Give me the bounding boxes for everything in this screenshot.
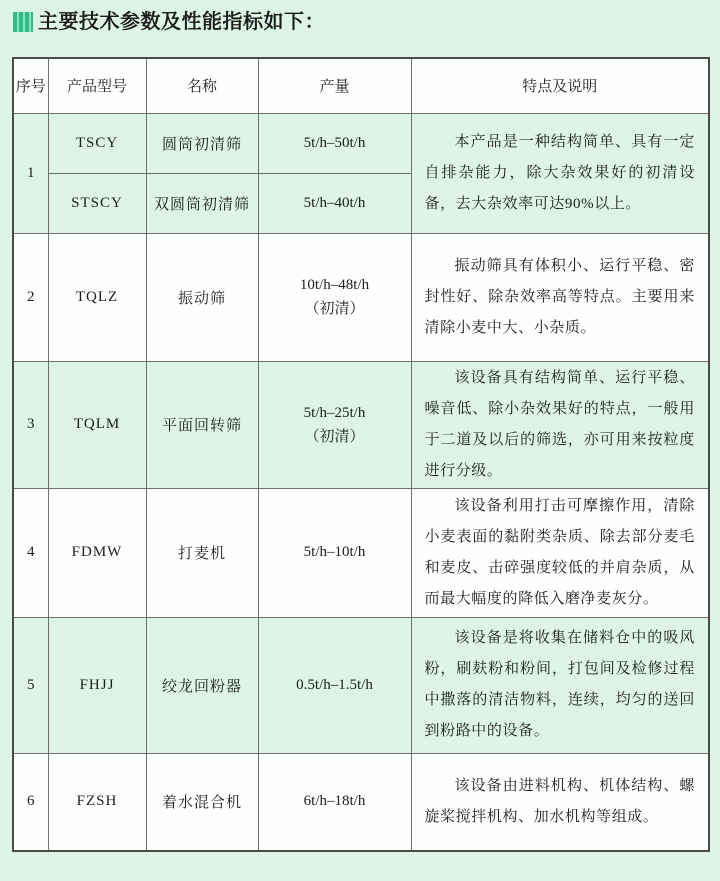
model-cell: FDMW <box>48 488 146 617</box>
output-note: （初清） <box>304 428 365 445</box>
description-text: 振动筛具有体积小、运行平稳、密封性好、除杂效率高等特点。主要用来清除小麦中大、小杂质。 <box>424 257 695 336</box>
description-cell <box>411 488 709 617</box>
description-cell <box>411 753 709 851</box>
header-description: 特点及说明 <box>411 58 709 113</box>
serial-cell: 3 <box>13 361 48 488</box>
model-cell: STSCY <box>48 173 146 233</box>
output-cell: 5t/h–40t/h <box>258 173 411 233</box>
output-cell: 5t/h–10t/h <box>258 488 411 617</box>
output-cell: 6t/h–18t/h <box>258 753 411 851</box>
serial-cell: 4 <box>13 488 48 617</box>
serial-cell: 5 <box>13 617 48 753</box>
name-cell: 着水混合机 <box>146 753 258 851</box>
model-cell: TQLZ <box>48 233 146 361</box>
output-note: （初清） <box>304 301 365 317</box>
table-row <box>13 753 709 851</box>
output-value: 5t/h–25t/h <box>303 404 366 421</box>
description-text: 该设备由进料机构、机体结构、螺旋桨搅拌机构、加水机构等组成。 <box>424 777 695 825</box>
table-header-row <box>13 58 709 113</box>
model-cell: FHJJ <box>48 617 146 753</box>
model-cell: TSCY <box>48 113 146 173</box>
description-text: 本产品是一种结构简单、具有一定自排杂能力，除大杂效果好的初清设备，去大杂效率可达90%以上。 <box>424 133 695 212</box>
serial-cell: 6 <box>13 753 48 851</box>
output-value: 10t/h–48t/h <box>299 277 370 293</box>
description-text: 该设备利用打击可摩擦作用，清除小麦表面的黏附类杂质、除去部分麦毛和麦皮、击碎强度较低的并肩杂质，从而最大幅度的降低入磨净麦灰分。 <box>424 497 695 607</box>
header-model: 产品型号 <box>48 58 146 113</box>
output-cell: 0.5t/h–1.5t/h <box>258 617 411 753</box>
table-row <box>13 233 709 361</box>
name-cell: 打麦机 <box>146 488 258 617</box>
header-output: 产量 <box>258 58 411 113</box>
name-cell: 圆筒初清筛 <box>146 113 258 173</box>
description-cell <box>411 617 709 753</box>
description-text: 该设备具有结构简单、运行平稳、噪音低、除小杂效果好的特点，一般用于二道及以后的筛选，亦可用来按粒度进行分级。 <box>424 369 695 479</box>
name-cell: 双圆筒初清筛 <box>146 173 258 233</box>
description-cell <box>411 113 709 233</box>
name-cell: 振动筛 <box>146 233 258 361</box>
table-row <box>13 617 709 753</box>
name-cell: 平面回转筛 <box>146 361 258 488</box>
header-serial: 序号 <box>13 58 48 113</box>
table-row <box>13 361 709 488</box>
page-title-row <box>0 0 720 34</box>
triple-bars-icon <box>13 12 33 32</box>
page-title: 主要技术参数及性能指标如下： <box>38 10 325 33</box>
header-name: 名称 <box>146 58 258 113</box>
name-cell: 绞龙回粉器 <box>146 617 258 753</box>
description-cell <box>411 233 709 361</box>
model-cell: FZSH <box>48 753 146 851</box>
table-row <box>13 113 709 173</box>
serial-cell: 1 <box>13 113 48 233</box>
table-row <box>13 488 709 617</box>
output-cell: 5t/h–50t/h <box>258 113 411 173</box>
output-cell <box>258 361 411 488</box>
serial-cell: 2 <box>13 233 48 361</box>
output-cell <box>258 233 411 361</box>
model-cell: TQLM <box>48 361 146 488</box>
description-text: 该设备是将收集在储料仓中的吸风粉，刷麸粉和粉间，打包间及检修过程中撒落的清洁物料，连续，均匀的送回到粉路中的设备。 <box>424 630 695 739</box>
description-cell <box>411 361 709 488</box>
spec-table <box>12 57 710 852</box>
